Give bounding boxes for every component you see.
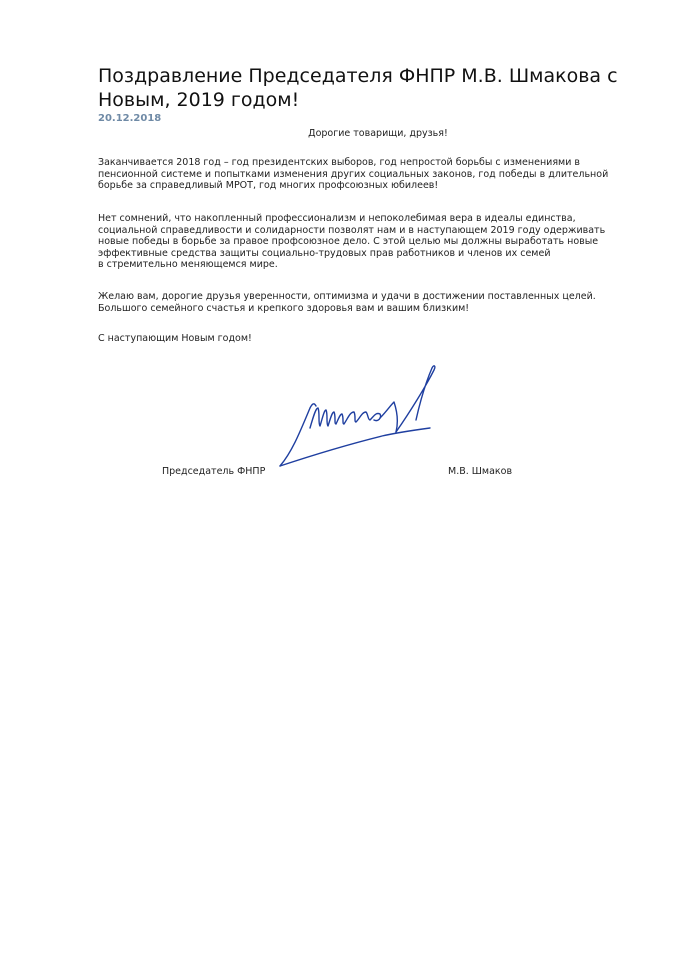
letter-paragraph-3: Желаю вам, дорогие друзья уверенности, оптимизма и удачи в достижении поставленных целей. Большого семейного счастья и крепкого здоровья вам и вашим близким! [98, 291, 596, 314]
publication-date: 20.12.2018 [98, 113, 162, 124]
signatory-name: М.В. Шмаков [448, 466, 513, 477]
page-title: Поздравление Председателя ФНПР М.В. Шмакова с Новым, 2019 годом! [98, 65, 618, 111]
letter-paragraph-1: Заканчивается 2018 год – год президентских выборов, год непростой борьбы с изменениями в пенсионной системе и попытками изменения других социальных законов, год победы в длительной борьбе за справедливый МРОТ, год многих профсоюзных юбилеев! [98, 157, 609, 191]
letter-greeting: Дорогие товарищи, друзья! [308, 128, 448, 139]
signatory-position: Председатель ФНПР [162, 466, 266, 477]
letter-closing: С наступающим Новым годом! [98, 333, 252, 344]
handwritten-signature [270, 362, 450, 474]
letter-paragraph-2: Нет сомнений, что накопленный профессионализм и непоколебимая вера в идеалы единства, социальной справедливости и солидарности позволят нам и в наступающем 2019 году одерживать новые победы в борьбе за правое профсоюзное дело. С этой целью мы должны выработать новые эффективные средства защиты социально-трудовых прав работников и членов их семей в стремительно меняющемся мире. [98, 213, 606, 270]
